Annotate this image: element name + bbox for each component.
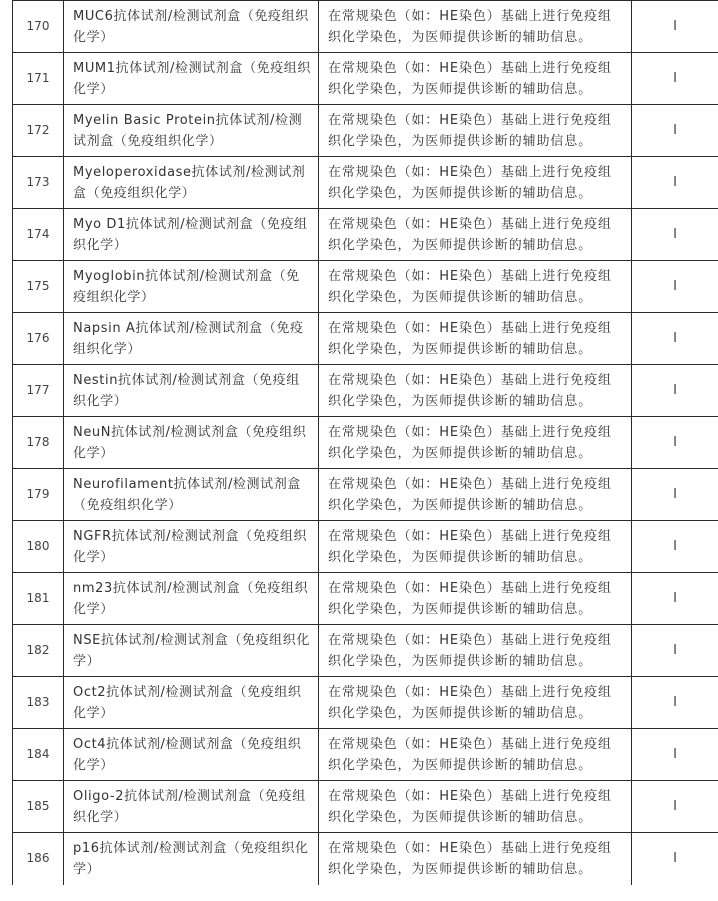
row-number: 170 <box>13 1 64 53</box>
table-row <box>13 209 718 261</box>
row-number: 181 <box>13 573 64 625</box>
device-class: I <box>632 313 718 365</box>
reagent-table-container <box>12 0 718 885</box>
intended-use: 在常规染色（如：HE染色）基础上进行免疫组织化学染色，为医师提供诊断的辅助信息。 <box>319 53 632 105</box>
table-row <box>13 157 718 209</box>
table-row <box>13 417 718 469</box>
device-class: I <box>632 573 718 625</box>
intended-use: 在常规染色（如：HE染色）基础上进行免疫组织化学染色，为医师提供诊断的辅助信息。 <box>319 833 632 885</box>
product-name: MUM1抗体试剂/检测试剂盒（免疫组织化学） <box>64 53 319 105</box>
row-number: 176 <box>13 313 64 365</box>
table-row <box>13 1 718 53</box>
table-row <box>13 521 718 573</box>
reagent-table <box>12 0 718 885</box>
device-class: I <box>632 157 718 209</box>
intended-use: 在常规染色（如：HE染色）基础上进行免疫组织化学染色，为医师提供诊断的辅助信息。 <box>319 521 632 573</box>
device-class: I <box>632 1 718 53</box>
table-row <box>13 365 718 417</box>
intended-use: 在常规染色（如：HE染色）基础上进行免疫组织化学染色，为医师提供诊断的辅助信息。 <box>319 365 632 417</box>
table-row <box>13 625 718 677</box>
device-class: I <box>632 833 718 885</box>
reagent-table-body <box>13 1 718 885</box>
product-name: Myo D1抗体试剂/检测试剂盒（免疫组织化学） <box>64 209 319 261</box>
row-number: 177 <box>13 365 64 417</box>
row-number: 178 <box>13 417 64 469</box>
product-name: Myelin Basic Protein抗体试剂/检测试剂盒（免疫组织化学） <box>64 105 319 157</box>
product-name: MUC6抗体试剂/检测试剂盒（免疫组织化学） <box>64 1 319 53</box>
row-number: 186 <box>13 833 64 885</box>
device-class: I <box>632 261 718 313</box>
row-number: 185 <box>13 781 64 833</box>
product-name: Neurofilament抗体试剂/检测试剂盒（免疫组织化学） <box>64 469 319 521</box>
intended-use: 在常规染色（如：HE染色）基础上进行免疫组织化学染色，为医师提供诊断的辅助信息。 <box>319 729 632 781</box>
intended-use: 在常规染色（如：HE染色）基础上进行免疫组织化学染色，为医师提供诊断的辅助信息。 <box>319 469 632 521</box>
product-name: NGFR抗体试剂/检测试剂盒（免疫组织化学） <box>64 521 319 573</box>
device-class: I <box>632 781 718 833</box>
row-number: 175 <box>13 261 64 313</box>
product-name: Oligo-2抗体试剂/检测试剂盒（免疫组织化学） <box>64 781 319 833</box>
intended-use: 在常规染色（如：HE染色）基础上进行免疫组织化学染色，为医师提供诊断的辅助信息。 <box>319 573 632 625</box>
table-row <box>13 677 718 729</box>
device-class: I <box>632 417 718 469</box>
intended-use: 在常规染色（如：HE染色）基础上进行免疫组织化学染色，为医师提供诊断的辅助信息。 <box>319 1 632 53</box>
table-row <box>13 573 718 625</box>
row-number: 183 <box>13 677 64 729</box>
device-class: I <box>632 469 718 521</box>
table-row <box>13 833 718 885</box>
product-name: nm23抗体试剂/检测试剂盒（免疫组织化学） <box>64 573 319 625</box>
product-name: p16抗体试剂/检测试剂盒（免疫组织化学） <box>64 833 319 885</box>
row-number: 171 <box>13 53 64 105</box>
intended-use: 在常规染色（如：HE染色）基础上进行免疫组织化学染色，为医师提供诊断的辅助信息。 <box>319 677 632 729</box>
table-row <box>13 105 718 157</box>
row-number: 172 <box>13 105 64 157</box>
table-row <box>13 313 718 365</box>
row-number: 182 <box>13 625 64 677</box>
table-row <box>13 469 718 521</box>
intended-use: 在常规染色（如：HE染色）基础上进行免疫组织化学染色，为医师提供诊断的辅助信息。 <box>319 157 632 209</box>
intended-use: 在常规染色（如：HE染色）基础上进行免疫组织化学染色，为医师提供诊断的辅助信息。 <box>319 105 632 157</box>
row-number: 184 <box>13 729 64 781</box>
device-class: I <box>632 677 718 729</box>
device-class: I <box>632 53 718 105</box>
row-number: 179 <box>13 469 64 521</box>
device-class: I <box>632 625 718 677</box>
intended-use: 在常规染色（如：HE染色）基础上进行免疫组织化学染色，为医师提供诊断的辅助信息。 <box>319 261 632 313</box>
device-class: I <box>632 521 718 573</box>
row-number: 174 <box>13 209 64 261</box>
product-name: Nestin抗体试剂/检测试剂盒（免疫组织化学） <box>64 365 319 417</box>
device-class: I <box>632 209 718 261</box>
intended-use: 在常规染色（如：HE染色）基础上进行免疫组织化学染色，为医师提供诊断的辅助信息。 <box>319 209 632 261</box>
row-number: 173 <box>13 157 64 209</box>
device-class: I <box>632 729 718 781</box>
device-class: I <box>632 105 718 157</box>
product-name: Napsin A抗体试剂/检测试剂盒（免疫组织化学） <box>64 313 319 365</box>
table-row <box>13 781 718 833</box>
intended-use: 在常规染色（如：HE染色）基础上进行免疫组织化学染色，为医师提供诊断的辅助信息。 <box>319 625 632 677</box>
table-row <box>13 729 718 781</box>
intended-use: 在常规染色（如：HE染色）基础上进行免疫组织化学染色，为医师提供诊断的辅助信息。 <box>319 313 632 365</box>
product-name: Myoglobin抗体试剂/检测试剂盒（免疫组织化学） <box>64 261 319 313</box>
product-name: Oct2抗体试剂/检测试剂盒（免疫组织化学） <box>64 677 319 729</box>
intended-use: 在常规染色（如：HE染色）基础上进行免疫组织化学染色，为医师提供诊断的辅助信息。 <box>319 781 632 833</box>
table-row <box>13 53 718 105</box>
product-name: NSE抗体试剂/检测试剂盒（免疫组织化学） <box>64 625 319 677</box>
product-name: NeuN抗体试剂/检测试剂盒（免疫组织化学） <box>64 417 319 469</box>
product-name: Myeloperoxidase抗体试剂/检测试剂盒（免疫组织化学） <box>64 157 319 209</box>
table-row <box>13 261 718 313</box>
row-number: 180 <box>13 521 64 573</box>
product-name: Oct4抗体试剂/检测试剂盒（免疫组织化学） <box>64 729 319 781</box>
device-class: I <box>632 365 718 417</box>
intended-use: 在常规染色（如：HE染色）基础上进行免疫组织化学染色，为医师提供诊断的辅助信息。 <box>319 417 632 469</box>
